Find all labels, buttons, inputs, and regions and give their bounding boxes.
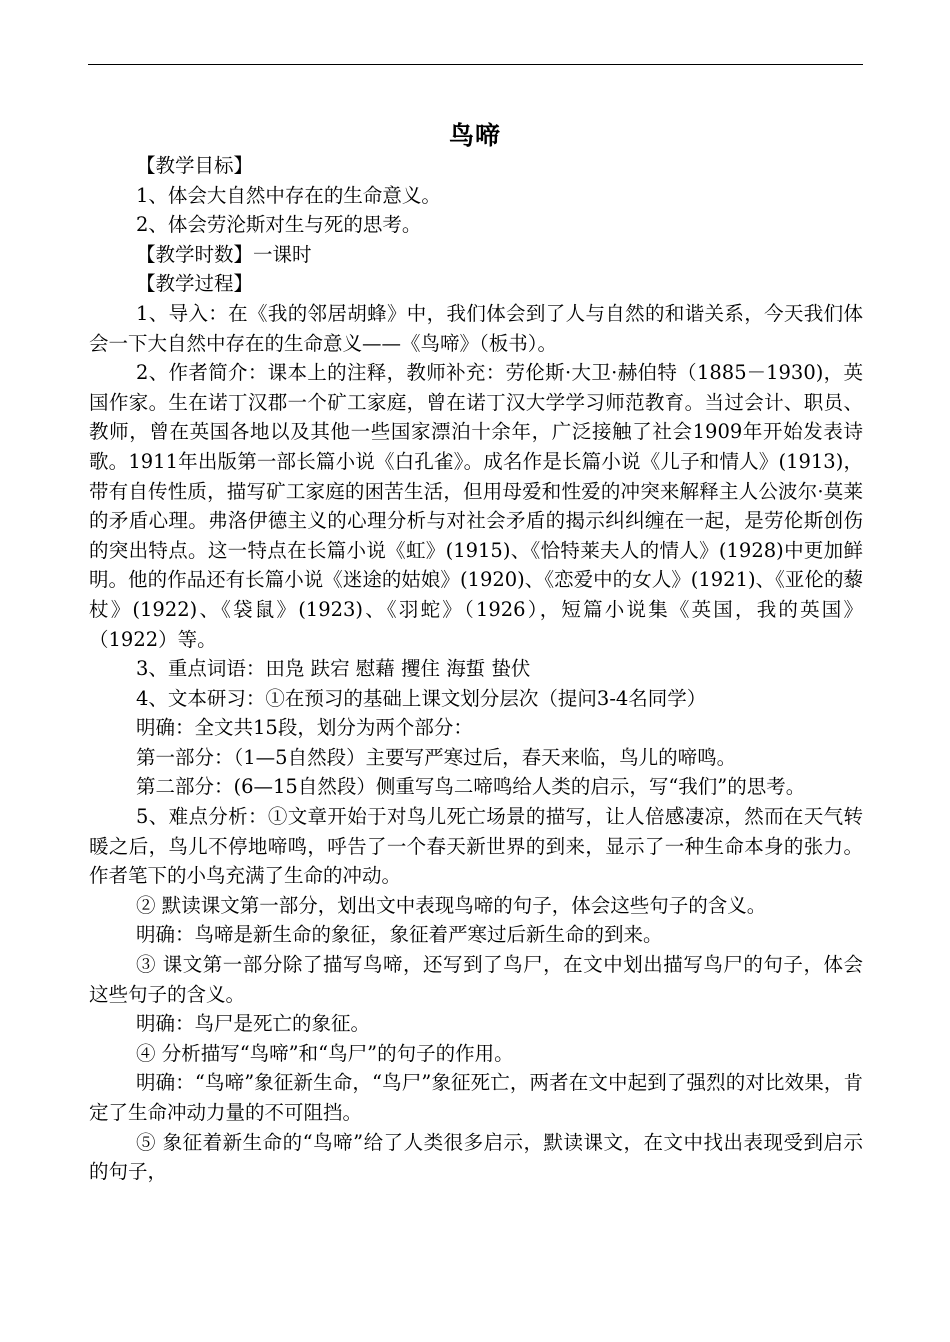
section-heading-duration: 【教学时数】一课时: [136, 242, 312, 266]
process-paragraph-difficulty: 5、难点分析：①文章开始于对鸟儿死亡场景的描写，让人倍感凄凉，然而在天气转暖之后，鸟儿不停地啼鸣，呼告了一个春天新世界的到来，显示了一种生命本身的张力。作者笔下的小鸟充满了生命的冲动。: [89, 805, 863, 888]
objective-item: 1、体会大自然中存在的生命意义。: [136, 183, 441, 207]
structure-part-two: 第二部分：(6—15自然段）侧重写鸟二啼鸣给人类的启示，写“我们”的思考。: [136, 775, 806, 799]
task-paragraph: ⑤ 象征着新生命的“鸟啼”给了人类很多启示，默读课文，在文中找出表现受到启示的句子，: [89, 1130, 863, 1184]
answer-paragraph: 明确：“鸟啼”象征新生命，“鸟尸”象征死亡，两者在文中起到了强烈的对比效果，肯定了生命冲动力量的不可阻挡。: [89, 1071, 863, 1124]
section-heading-process: 【教学过程】: [136, 272, 254, 296]
answer-paragraph: 明确：鸟啼是新生命的象征，象征着严寒过后新生命的到来。: [136, 923, 663, 947]
document-title: 鸟啼: [448, 121, 501, 150]
answer-paragraph: 明确：全文共15段，划分为两个部分：: [136, 716, 473, 740]
objective-item: 2、体会劳沦斯对生与死的思考。: [136, 213, 422, 237]
header-rule: [88, 64, 863, 65]
process-paragraph-intro: 1、导入：在《我的邻居胡蜂》中，我们体会到了人与自然的和谐关系，今天我们体会一下大自然中存在的生命意义——《鸟啼》（板书）。: [89, 301, 863, 355]
task-paragraph: ② 默读课文第一部分，划出文中表现鸟啼的句子，体会这些句子的含义。: [136, 893, 767, 917]
answer-paragraph: 明确：鸟尸是死亡的象征。: [136, 1012, 371, 1036]
process-paragraph-author: 2、作者简介：课本上的注释，教师补充：劳伦斯·大卫·赫伯特（1885－1930)，英国作家。生在诺丁汉郡一个矿工家庭，曾在诺丁汉大学学习师范教育。当过会计、职员、教师，曾在英国各地以及其他一些国家漂泊十余年，广泛接触了社会1909年开始发表诗歌。1911年出版第一部长篇小说《白孔雀》。成名作是长篇小说《儿子和情人》(1913)，带有自传性质，描写矿工家庭的困苦生活，但用母爱和性爱的冲突来解释主人公波尔·莫莱的矛盾心理。弗洛伊德主义的心理分析与对社会矛盾的揭示纠纠缠在一起，是劳伦斯创伤的突出特点。这一特点在长篇小说《虹》(1915)、《恰特莱夫人的情人》(1928)中更加鲜明。他的作品还有长篇小说《迷途的姑娘》(1920)、《恋爱中的女人》(1921)、《亚伦的藜杖》(1922)、《袋鼠》(1923)、《羽蛇》（1926），短篇小说集《英国，我的英国》（1922）等。: [89, 361, 863, 651]
structure-part-one: 第一部分：（1—5自然段）主要写严寒过后，春天来临，鸟儿的啼鸣。: [136, 745, 737, 769]
process-paragraph-vocabulary: 3、重点词语：田凫 趺宕 慰藉 攫住 海蜇 蛰伏: [136, 657, 531, 681]
task-paragraph: ③ 课文第一部分除了描写鸟啼，还写到了鸟尸，在文中划出描写鸟尸的句子，体会这些句子的含义。: [89, 953, 863, 1006]
task-paragraph: ④ 分析描写“鸟啼”和“鸟尸”的句子的作用。: [136, 1041, 514, 1065]
section-heading-objectives: 【教学目标】: [136, 154, 254, 177]
process-paragraph-text-study: 4、文本研习：①在预习的基础上课文划分层次（提问3-4名同学）: [136, 686, 707, 710]
document-body: [89, 151, 863, 1187]
